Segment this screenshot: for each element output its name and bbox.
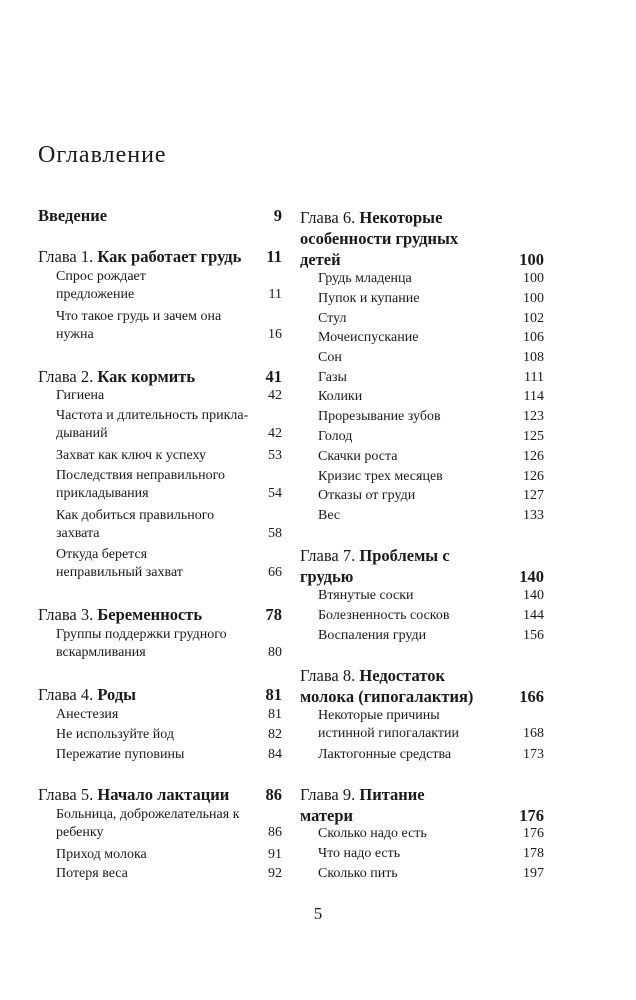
item-title: Сон	[318, 350, 342, 365]
item-title: Скачки роста	[318, 449, 398, 464]
item-title: Вес	[318, 508, 341, 523]
chapter-title: Глава 6. Некоторые особенности грудных детей	[300, 208, 459, 269]
item-title: Потеря веса	[56, 866, 128, 881]
item-title: Прорезывание зубов	[318, 409, 441, 424]
item-page: 100	[523, 271, 544, 286]
item-title: Втянутые соски	[318, 588, 414, 603]
item-page: 140	[523, 588, 544, 603]
item-page: 197	[523, 866, 544, 881]
chapter-title: Введение	[38, 206, 108, 225]
item-title: Сколько надо есть	[318, 826, 427, 841]
item-page: 80	[268, 645, 282, 660]
chapter-title: Глава 3. Беременность	[38, 605, 203, 624]
item-title: Не используйте йод	[56, 727, 174, 742]
chapter-title: Глава 7. Проблемы с грудью	[300, 546, 450, 586]
item-page: 106	[523, 330, 544, 345]
item-page: 126	[523, 449, 544, 464]
item-title: Группы поддержки грудного вскармливания	[56, 627, 227, 660]
item-page: 108	[523, 350, 544, 365]
item-page: 91	[268, 847, 282, 862]
item-page: 11	[268, 287, 282, 302]
chapter-title: Глава 9. Питание матери	[300, 785, 425, 825]
chapter-page: 78	[265, 605, 282, 624]
item-title: Спрос рождает предложение	[56, 269, 146, 302]
item-page: 92	[268, 866, 282, 881]
item-page: 123	[523, 409, 544, 424]
item-title: Отказы от груди	[318, 488, 416, 503]
chapter-title: Глава 4. Роды	[38, 685, 137, 704]
item-title: Что надо есть	[318, 846, 401, 861]
chapter-page: 100	[519, 250, 544, 269]
item-page: 86	[268, 825, 282, 840]
item-page: 84	[268, 747, 282, 762]
item-title: Захват как ключ к успеху	[56, 448, 206, 463]
item-page: 125	[523, 429, 544, 444]
item-page: 173	[523, 747, 544, 762]
item-title: Грудь младенца	[318, 271, 412, 286]
item-page: 82	[268, 727, 282, 742]
item-title: Стул	[318, 311, 347, 326]
item-title: Лактогонные средства	[318, 747, 452, 762]
item-page: 42	[268, 426, 282, 441]
item-title: Голод	[318, 429, 353, 444]
chapter-title: Глава 8. Недостаток молока (гипогалактия)	[300, 666, 474, 706]
item-title: Колики	[318, 389, 363, 404]
item-title: Некоторые причины истинной гипогалактии	[318, 708, 460, 741]
item-title: Приход молока	[56, 847, 147, 862]
item-page: 42	[268, 388, 282, 403]
item-page: 53	[268, 448, 282, 463]
item-page: 144	[523, 608, 544, 623]
item-title: Мочеиспускание	[318, 330, 419, 345]
item-page: 178	[523, 846, 544, 861]
item-title: Сколько пить	[318, 866, 398, 881]
item-title: Откуда берется неправильный захват	[56, 547, 183, 580]
item-page: 81	[268, 707, 282, 722]
item-title: Воспаления груди	[318, 628, 427, 643]
item-page: 127	[523, 488, 544, 503]
chapter-page: 9	[273, 206, 282, 225]
item-page: 100	[523, 291, 544, 306]
chapter-page: 41	[265, 367, 282, 386]
item-title: Что такое грудь и зачем она нужна	[56, 309, 222, 342]
item-page: 114	[523, 389, 544, 404]
page-number: 5	[313, 904, 323, 923]
item-page: 133	[523, 508, 544, 523]
chapter-page: 86	[265, 785, 282, 804]
chapter-page: 81	[265, 685, 282, 704]
item-title: Гигиена	[56, 388, 105, 403]
chapter-title: Глава 2. Как кормить	[38, 367, 196, 386]
chapter-page: 176	[519, 806, 544, 825]
chapter-title: Глава 5. Начало лактации	[38, 785, 230, 804]
item-page: 168	[523, 726, 544, 741]
chapter-title: Глава 1. Как работает грудь	[38, 247, 242, 266]
chapter-page: 166	[519, 687, 544, 706]
item-page: 58	[268, 526, 282, 541]
item-title: Пупок и купание	[318, 291, 420, 306]
item-page: 66	[268, 565, 282, 580]
item-page: 176	[523, 826, 544, 841]
item-page: 111	[524, 370, 544, 385]
item-title: Кризис трех месяцев	[318, 469, 443, 484]
item-page: 102	[523, 311, 544, 326]
item-title: Анестезия	[56, 707, 119, 722]
item-page: 54	[268, 486, 282, 501]
item-page: 156	[523, 628, 544, 643]
chapter-page: 11	[266, 247, 282, 266]
item-title: Болезненность сосков	[318, 608, 450, 623]
page-title: Оглавление	[38, 142, 167, 168]
item-title: Газы	[318, 370, 347, 385]
item-title: Пережатие пуповины	[56, 747, 185, 762]
item-page: 16	[268, 327, 282, 342]
item-title: Как добиться правильного захвата	[56, 508, 215, 541]
item-title: Последствия неправильного прикладывания	[56, 468, 225, 501]
item-title: Частота и длительность прикладываний	[56, 408, 249, 441]
item-title: Больница, доброжелательная к ребенку	[56, 807, 240, 840]
chapter-page: 140	[519, 567, 544, 586]
item-page: 126	[523, 469, 544, 484]
